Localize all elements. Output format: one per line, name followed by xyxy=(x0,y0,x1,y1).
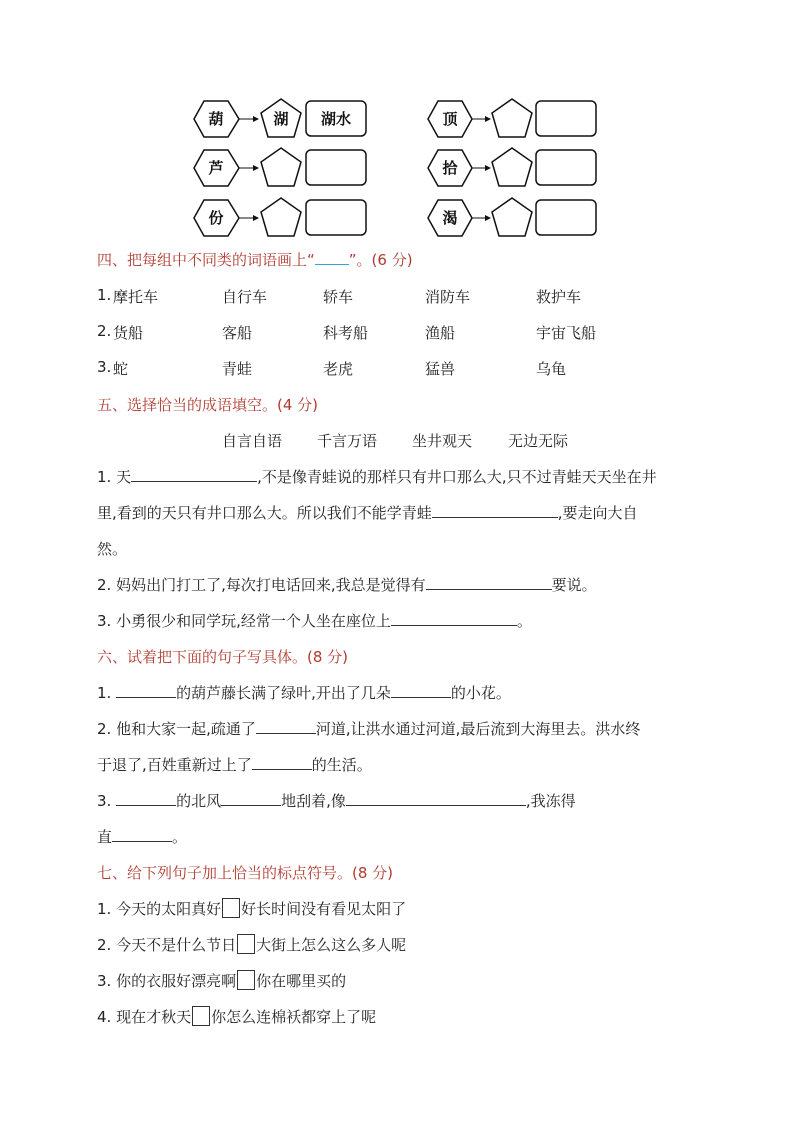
hexagon-char: 葫 xyxy=(208,110,224,128)
punctuation-box[interactable] xyxy=(237,970,255,990)
punctuation-box[interactable] xyxy=(237,934,255,954)
pentagon-char: 湖 xyxy=(273,110,289,128)
blue-underline-sample xyxy=(315,252,349,265)
fill-blank[interactable] xyxy=(426,575,552,590)
q5-text: 。 xyxy=(516,612,532,630)
q7-text: 3. 你的衣服好漂亮啊 xyxy=(97,972,237,990)
q7-text: 好长时间没有看见太阳了 xyxy=(241,900,407,918)
q5-sentence-2 xyxy=(97,574,597,595)
q6-text: 的葫芦藤长满了绿叶,开出了几朵 xyxy=(176,684,391,702)
hexagon-char: 拾 xyxy=(442,159,458,177)
q6-sentence-3-line-1 xyxy=(97,790,576,811)
q7-text: 大街上怎么这么多人呢 xyxy=(256,936,407,954)
fill-blank[interactable] xyxy=(252,755,312,770)
q7-sentence xyxy=(97,898,406,919)
pentagon-shape[interactable] xyxy=(261,198,301,236)
q4-word[interactable]: 客船 xyxy=(222,324,253,342)
answer-box[interactable] xyxy=(306,150,366,185)
q4-word[interactable]: 猛兽 xyxy=(425,360,456,378)
q7-sentence xyxy=(97,970,346,991)
q4-row-num: 3. xyxy=(97,358,112,376)
q7-sentence xyxy=(97,1006,376,1027)
q4-word[interactable]: 蛇 xyxy=(113,360,129,378)
q7-text: 2. 今天不是什么节日 xyxy=(97,936,237,954)
word-chain-diagram xyxy=(0,0,793,250)
fill-blank[interactable] xyxy=(116,791,176,806)
hexagon-char: 渴 xyxy=(442,209,458,227)
q5-text: ,不是像青蛙说的那样只有井口那么大,只不过青蛙天天坐在井 xyxy=(257,468,657,486)
hexagon-char: 份 xyxy=(208,209,224,227)
fill-blank[interactable] xyxy=(131,467,257,482)
q7-text: 你怎么连棉袄都穿上了呢 xyxy=(211,1008,377,1026)
fill-blank[interactable] xyxy=(346,791,526,806)
q4-word[interactable]: 科考船 xyxy=(323,324,369,342)
pentagon-shape[interactable] xyxy=(492,99,532,137)
q6-text: 1. xyxy=(97,684,117,702)
q6-text: 。 xyxy=(172,828,188,846)
q6-text: 的生活。 xyxy=(311,756,372,774)
q6-text: 的小花。 xyxy=(450,684,511,702)
punctuation-box[interactable] xyxy=(192,1006,210,1026)
pentagon-shape[interactable] xyxy=(261,148,301,186)
punctuation-box[interactable] xyxy=(222,898,240,918)
q5-title: 五、选择恰当的成语填空。(4 分) xyxy=(97,396,319,414)
pentagon-shape[interactable] xyxy=(492,148,532,186)
fill-blank[interactable] xyxy=(391,611,517,626)
q5-text: 3. 小勇很少和同学玩,经常一个人坐在座位上 xyxy=(97,612,391,630)
q6-text: 2. 他和大家一起,疏通了 xyxy=(97,720,256,738)
q6-text: 的北风 xyxy=(176,792,222,810)
q4-word[interactable]: 乌龟 xyxy=(536,360,567,378)
q4-title xyxy=(97,249,413,270)
q4-word[interactable]: 老虎 xyxy=(323,360,354,378)
q4-title-post: ”。(6 分) xyxy=(348,251,413,269)
answer-box[interactable] xyxy=(536,150,596,185)
q4-word[interactable]: 货船 xyxy=(113,324,144,342)
q6-sentence-3-line-2 xyxy=(97,826,187,847)
idiom-option: 千言万语 xyxy=(317,432,378,450)
hexagon-char: 芦 xyxy=(208,159,224,177)
q5-sentence-3 xyxy=(97,610,532,631)
q4-word[interactable]: 消防车 xyxy=(425,288,471,306)
q6-sentence-2-line-2 xyxy=(97,754,372,775)
q4-word[interactable]: 宇宙飞船 xyxy=(536,324,597,342)
box-answer: 湖水 xyxy=(320,110,351,128)
q7-text: 1. 今天的太阳真好 xyxy=(97,900,222,918)
answer-box[interactable] xyxy=(536,200,596,235)
pentagon-shape[interactable] xyxy=(492,198,532,236)
q5-text: ,要走向大自 xyxy=(557,504,638,522)
q6-title: 六、试着把下面的句子写具体。(8 分) xyxy=(97,648,349,666)
q6-sentence-2-line-1 xyxy=(97,718,640,739)
q4-title-pre: 四、把每组中不同类的词语画上“ xyxy=(97,251,315,269)
fill-blank[interactable] xyxy=(432,503,558,518)
q6-sentence-1 xyxy=(97,682,511,703)
fill-blank[interactable] xyxy=(391,683,451,698)
q6-text: 3. xyxy=(97,792,117,810)
fill-blank[interactable] xyxy=(112,827,172,842)
answer-box[interactable] xyxy=(536,101,596,136)
idiom-option: 自言自语 xyxy=(222,432,283,450)
q5-text: 要说。 xyxy=(551,576,597,594)
q5-text: 2. 妈妈出门打工了,每次打电话回来,我总是觉得有 xyxy=(97,576,426,594)
q7-text: 你在哪里买的 xyxy=(256,972,347,990)
q4-word[interactable]: 救护车 xyxy=(536,288,582,306)
q6-text: 于退了,百姓重新过上了 xyxy=(97,756,252,774)
fill-blank[interactable] xyxy=(116,683,176,698)
q6-text: 地刮着,像 xyxy=(281,792,346,810)
fill-blank[interactable] xyxy=(256,719,316,734)
q5-sentence-1-line-1 xyxy=(97,466,657,487)
q7-title: 七、给下列句子加上恰当的标点符号。(8 分) xyxy=(97,864,394,882)
q7-text: 4. 现在才秋天 xyxy=(97,1008,192,1026)
q6-text: 直 xyxy=(97,828,113,846)
q4-row-num: 2. xyxy=(97,322,112,340)
idiom-option: 坐井观天 xyxy=(412,432,473,450)
fill-blank[interactable] xyxy=(221,791,281,806)
q4-word[interactable]: 自行车 xyxy=(222,288,268,306)
q5-text: 里,看到的天只有井口那么大。所以我们不能学青蛙 xyxy=(97,504,432,522)
q4-row-num: 1. xyxy=(97,286,112,304)
q5-sentence-1-line-3: 然。 xyxy=(97,540,128,558)
q4-word[interactable]: 青蛙 xyxy=(222,360,253,378)
q4-word[interactable]: 摩托车 xyxy=(113,288,159,306)
hexagon-char: 顶 xyxy=(442,110,458,128)
idiom-option: 无边无际 xyxy=(508,432,569,450)
answer-box[interactable] xyxy=(306,200,366,235)
q4-word[interactable]: 轿车 xyxy=(323,288,354,306)
q4-word[interactable]: 渔船 xyxy=(425,324,456,342)
q7-sentence xyxy=(97,934,406,955)
q6-text: ,我冻得 xyxy=(525,792,576,810)
q5-sentence-1-line-2 xyxy=(97,502,638,523)
q6-text: 河道,让洪水通过河道,最后流到大海里去。洪水终 xyxy=(315,720,641,738)
q5-text: 1. 天 xyxy=(97,468,132,486)
